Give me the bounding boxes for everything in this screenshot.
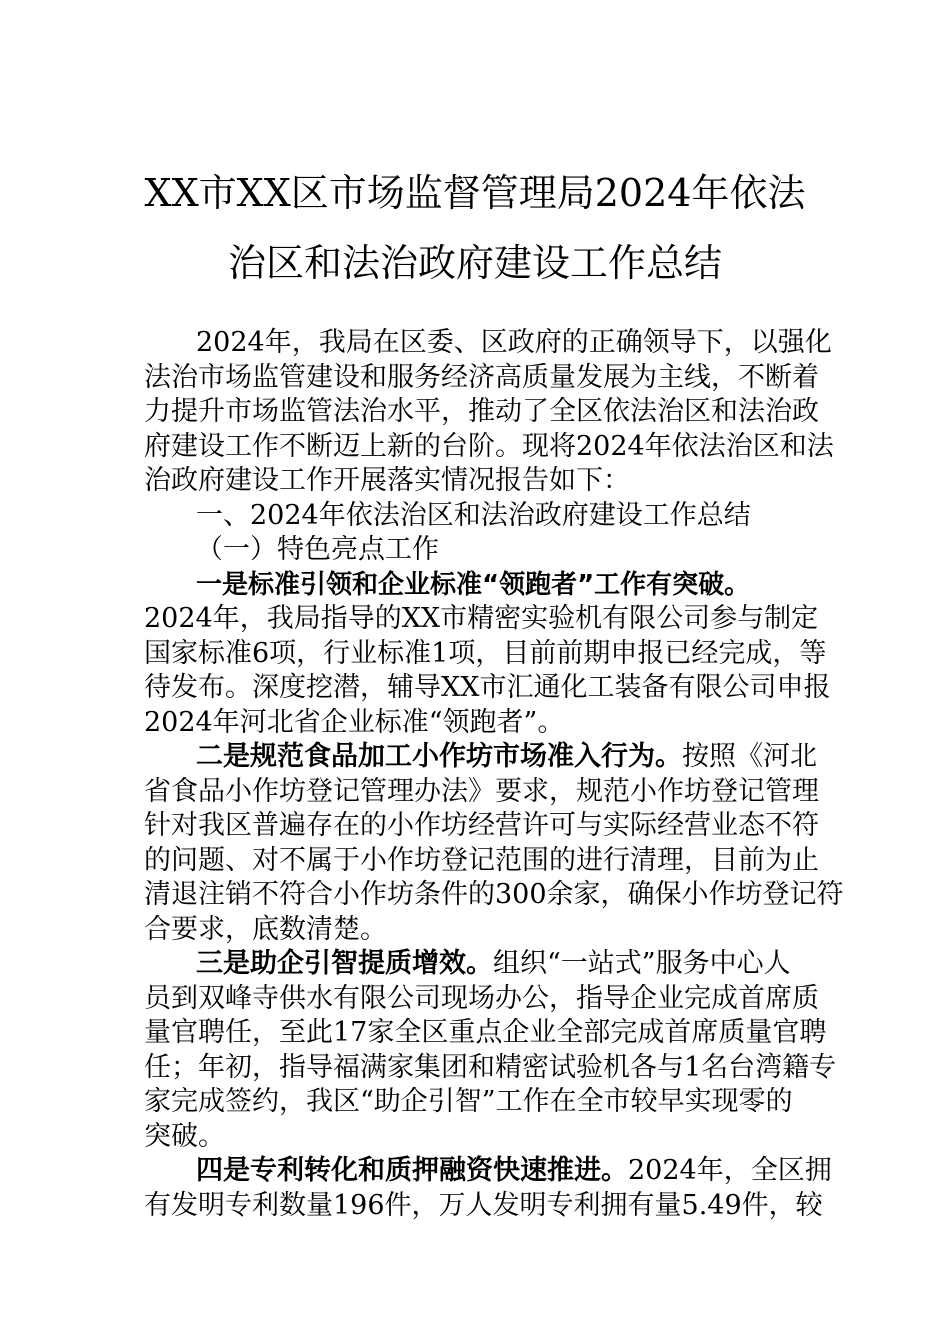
document-body xyxy=(144,326,844,1223)
text-line: 2024年，我局指导的XX市精密实验机有限公司参与制定 xyxy=(144,603,819,634)
text-line: 力提升市场监管法治水平，推动了全区依法治区和法治政 xyxy=(144,396,819,427)
item-first-line xyxy=(144,1154,832,1189)
text-line: 家完成签约，我区“助企引智”工作在全市较早实现零的 xyxy=(144,1086,793,1117)
text-line: 针对我区普遍存在的小作坊经营许可与实际经营业态不符 xyxy=(144,810,819,841)
text-line: 国家标准6项，行业标准1项，目前前期申报已经完成，等 xyxy=(144,637,827,669)
text-line: 府建设工作不断迈上新的台阶。现将2024年依法治区和法 xyxy=(144,430,834,462)
item-lead: 四是专利转化和质押融资快速推进。 xyxy=(196,1155,628,1186)
item-lead: 三是助企引智提质增效。 xyxy=(196,948,493,979)
text-line: 任；年初，指导福满家集团和精密试验机各与1名台湾籍专 xyxy=(144,1051,837,1083)
item-first-rest: 2024年，全区拥 xyxy=(628,1155,832,1186)
item-paragraph-1 xyxy=(144,568,831,741)
text-line: 2024年，我局在区委、区政府的正确领导下，以强化 xyxy=(196,327,832,358)
text-line: 法治市场监管建设和服务经济高质量发展为主线，不断着 xyxy=(144,361,819,393)
text-line: 待发布。深度挖潜，辅导XX市汇通化工装备有限公司申报 xyxy=(144,672,831,703)
item-lead: 二是规范食品加工小作坊市场准入行为。 xyxy=(196,741,682,772)
text-line: 治政府建设工作开展落实情况报告如下： xyxy=(144,465,630,496)
title-line-1: XX市XX区市场监督管理局2024年依法 xyxy=(144,171,806,215)
item-paragraph-2 xyxy=(144,740,844,947)
text-line: 合要求，底数清楚。 xyxy=(144,913,387,945)
text-line: 量官聘任，至此17家全区重点企业全部完成首席质量官聘 xyxy=(144,1017,827,1048)
subsection-heading: （一）特色亮点工作 xyxy=(196,534,439,565)
item-paragraph-4 xyxy=(144,1154,832,1223)
text-line: 员到双峰寺供水有限公司现场办公，指导企业完成首席质 xyxy=(144,982,819,1014)
item-first-rest: 组织“一站式”服务中心人 xyxy=(493,948,791,979)
intro-paragraph xyxy=(144,326,834,499)
title-line-2: 治区和法治政府建设工作总结 xyxy=(227,241,722,285)
item-lead: 一是标准引领和企业标准“领跑者”工作有突破。 xyxy=(196,569,751,600)
section-heading: 一、2024年依法治区和法治政府建设工作总结 xyxy=(196,499,751,531)
item-first-line xyxy=(144,947,808,982)
text-line: 的问题、对不属于小作坊登记范围的进行清理，目前为止 xyxy=(144,844,819,876)
item-first-line xyxy=(144,740,817,775)
item-first-rest: 按照《河北 xyxy=(682,741,817,772)
text-line: 突破。 xyxy=(144,1120,225,1152)
text-line: 省食品小作坊登记管理办法》要求，规范小作坊登记管理 xyxy=(144,775,819,807)
text-line: 清退注销不符合小作坊条件的300余家，确保小作坊登记符 xyxy=(144,879,844,910)
text-line: 2024年河北省企业标准“领跑者”。 xyxy=(144,706,565,738)
document-title xyxy=(100,158,850,298)
item-paragraph-3 xyxy=(144,947,837,1154)
text-line: 有发明专利数量196件，万人发明专利拥有量5.49件，较 xyxy=(144,1189,823,1221)
